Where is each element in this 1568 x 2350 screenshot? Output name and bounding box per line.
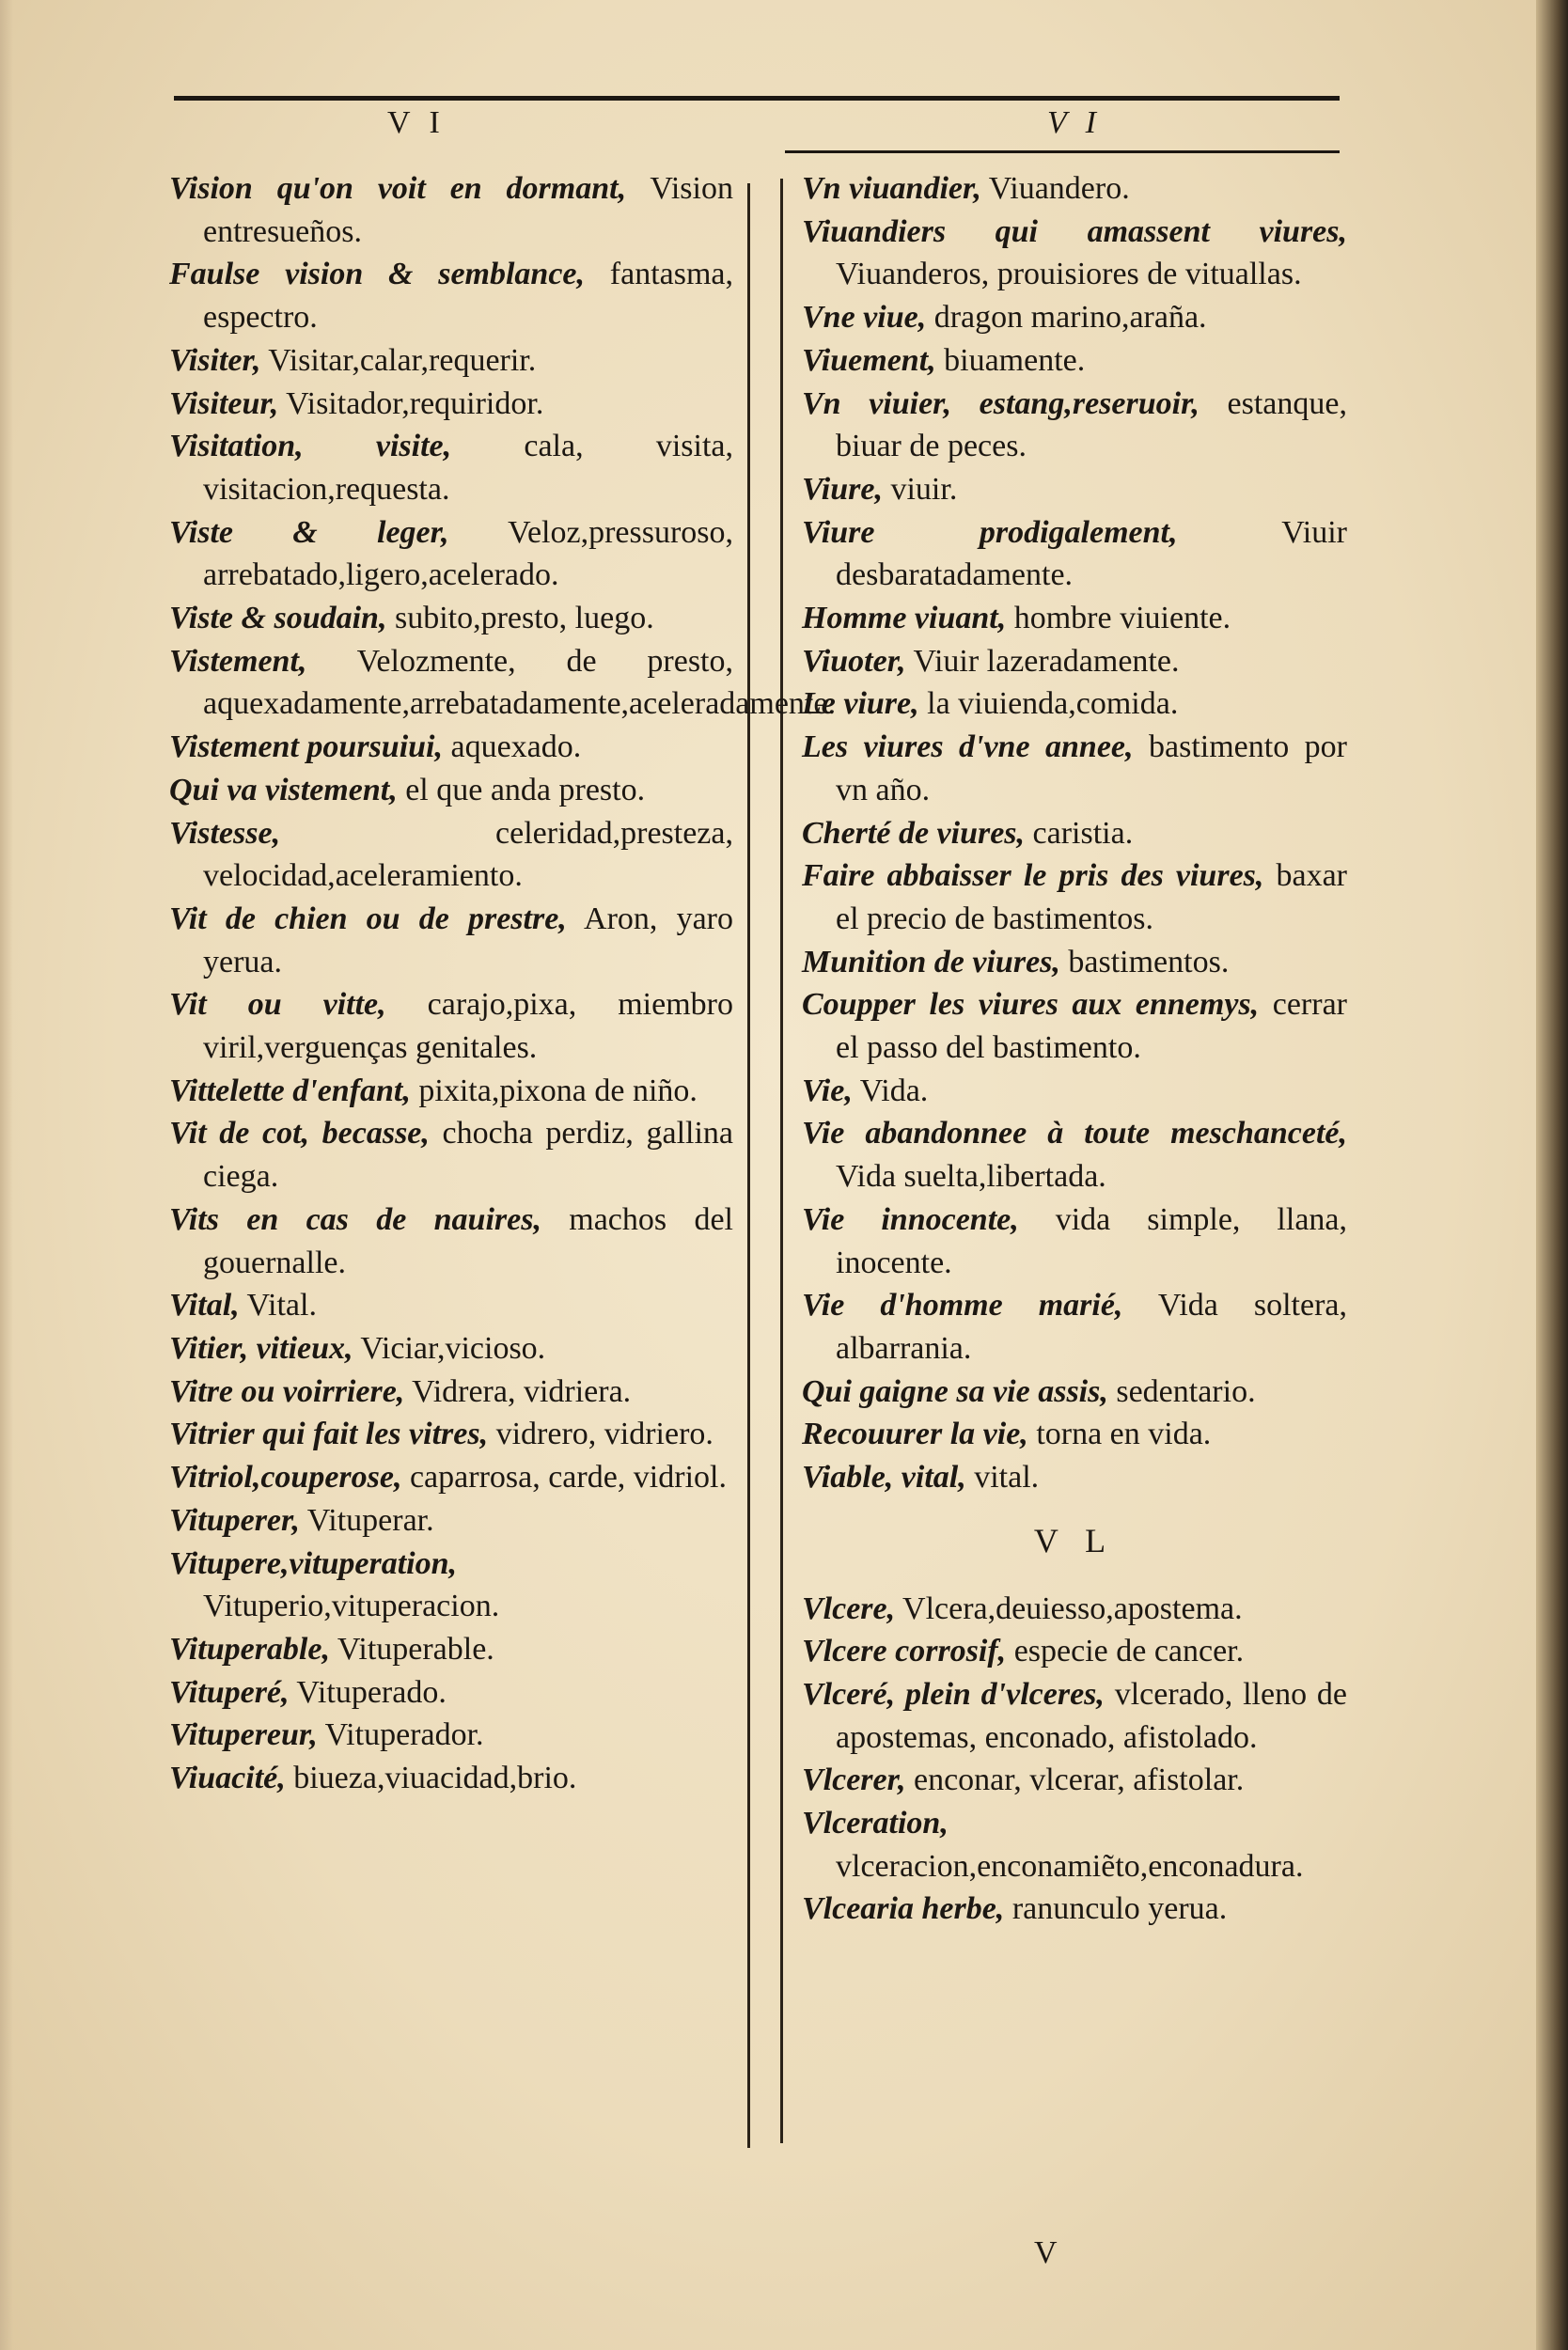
dictionary-entry: Viure, viuir.	[802, 471, 958, 507]
dictionary-entry: Vlceration, vlceracion,enconamiẽto,enconadura.	[802, 1806, 1304, 1884]
dictionary-entry: Viuandiers qui amassent viures, Viuanderos, prouisiores de vituallas.	[802, 213, 1347, 292]
dictionary-entry: Vit de cot, becasse, chocha perdiz, gallina ciega.	[169, 1116, 733, 1195]
dictionary-entry: Vlcerer, enconar, vlcerar, afistolar.	[802, 1762, 1245, 1798]
dictionary-entry: Vlcearia herbe, ranunculo yerua.	[802, 1891, 1228, 1927]
dictionary-entry: Viable, vital, vital.	[802, 1460, 1040, 1496]
running-head-rule	[785, 150, 1340, 153]
dictionary-entry: Visiteur, Visitador,requiridor.	[169, 385, 544, 421]
dictionary-entry: Visiter, Visitar,calar,requerir.	[169, 342, 537, 378]
left-column	[169, 167, 836, 1800]
dictionary-entry: Vitupere,vituperation, Vituperio,vituperacion.	[169, 1545, 500, 1624]
dictionary-entry: Vitrier qui fait les vitres, vidrero, vidriero.	[169, 1417, 713, 1452]
dictionary-entry: Vit de chien ou de prestre, Aron, yaro yerua.	[169, 901, 733, 979]
dictionary-entry: Faulse vision & semblance, fantasma, espectro.	[169, 257, 734, 336]
dictionary-entry: Qui gaigne sa vie assis, sedentario.	[802, 1373, 1256, 1409]
dictionary-entry: Cherté de viures, caristia.	[802, 815, 1134, 851]
dictionary-entry: Vie, Vida.	[802, 1073, 929, 1108]
dictionary-entry: Vistement, Velozmente, de presto, aquexadamente,arrebatadamente,aceleradamente.	[169, 643, 836, 722]
signature-mark: V	[1034, 2235, 1058, 2270]
dictionary-entry: Vne viue, dragon marino,araña.	[802, 300, 1207, 336]
dictionary-entry: Vlcere, Vlcera,deuiesso,apostema.	[802, 1590, 1243, 1626]
section-heading-vl: V L	[1033, 1521, 1116, 1559]
dictionary-entry: Vituperer, Vituperar.	[169, 1502, 434, 1538]
dictionary-entry: Vituperé, Vituperado.	[169, 1674, 447, 1710]
dictionary-entry: Vitier, vitieux, Viciar,vicioso.	[169, 1330, 546, 1366]
dictionary-entry: Homme viuant, hombre viuiente.	[802, 601, 1231, 636]
dictionary-entry: Viuacité, biueza,viuacidad,brio.	[169, 1761, 577, 1796]
dictionary-entry: Les viures d'vne annee, bastimento por vn año.	[802, 729, 1347, 807]
dictionary-entry: Coupper les viures aux ennemys, cerrar el passo del bastimento.	[802, 987, 1347, 1066]
dictionary-entry: Vit ou vitte, carajo,pixa, miembro viril,verguenças genitales.	[169, 987, 733, 1066]
dictionary-entry: Recouurer la vie, torna en vida.	[802, 1417, 1212, 1452]
column-divider-rule	[780, 179, 783, 2143]
dictionary-entry: Vituperable, Vituperable.	[169, 1631, 494, 1667]
dictionary-entry: Viuement, biuamente.	[802, 342, 1086, 378]
dictionary-entry: Vitre ou voirriere, Vidrera, vidriera.	[169, 1373, 632, 1409]
dictionary-entry: Visitation, visite, cala, visita, visitacion,requesta.	[169, 429, 733, 507]
right-column	[802, 167, 1347, 1931]
dictionary-entry: Vits en cas de nauires, machos del gouernalle.	[169, 1201, 733, 1280]
dictionary-entry: Vistement poursuiui, aquexado.	[169, 729, 582, 765]
running-head-left: V I	[387, 105, 446, 140]
dictionary-entry: Vlcere corrosif, especie de cancer.	[802, 1634, 1245, 1669]
dictionary-entry: Vitupereur, Vituperador.	[169, 1717, 484, 1753]
dictionary-entry: Viste & leger, Veloz,pressuroso, arrebatado,ligero,acelerado.	[169, 514, 733, 593]
dictionary-entry: Qui va vistement, el que anda presto.	[169, 772, 646, 807]
dictionary-entry: Le viure, la viuienda,comida.	[802, 686, 1179, 722]
dictionary-entry: Vn viuandier, Viuandero.	[802, 171, 1130, 206]
dictionary-entry: Vistesse, celeridad,presteza, velocidad,aceleramiento.	[169, 815, 733, 894]
page-edge-right	[1536, 0, 1568, 2350]
dictionary-entry: Vlceré, plein d'vlceres, vlcerado, lleno de apostemas, enconado, afistolado.	[802, 1676, 1347, 1755]
dictionary-entry: Vn viuier, estang,reseruoir, estanque, biuar de peces.	[802, 385, 1347, 464]
dictionary-entry: Vie innocente, vida simple, llana, inocente.	[802, 1201, 1347, 1280]
page-edge-left	[0, 0, 13, 2350]
header-rule	[174, 96, 1340, 101]
dictionary-entry: Viure prodigalement, Viuir desbaratadamente.	[802, 514, 1347, 593]
dictionary-entry: Vital, Vital.	[169, 1288, 317, 1324]
dictionary-entry: Vie abandonnee à toute meschanceté, Vida suelta,libertada.	[802, 1116, 1347, 1195]
dictionary-entry: Viste & soudain, subito,presto, luego.	[169, 601, 654, 636]
dictionary-entry: Munition de viures, bastimentos.	[802, 944, 1230, 979]
dictionary-entry: Viuoter, Viuir lazeradamente.	[802, 643, 1180, 679]
dictionary-entry: Faire abbaisser le pris des viures, baxar el precio de bastimentos.	[802, 858, 1347, 936]
dictionary-entry: Vittelette d'enfant, pixita,pixona de niño.	[169, 1073, 698, 1108]
dictionary-entry: Vitriol,couperose, caparrosa, carde, vidriol.	[169, 1460, 727, 1496]
dictionary-entry: Vie d'homme marié, Vida soltera, albarrania.	[802, 1288, 1347, 1366]
dictionary-entry: Vision qu'on voit en dormant, Vision entresueños.	[169, 171, 733, 249]
column-divider-rule	[747, 183, 750, 2148]
running-head-right: V I	[1047, 105, 1102, 140]
